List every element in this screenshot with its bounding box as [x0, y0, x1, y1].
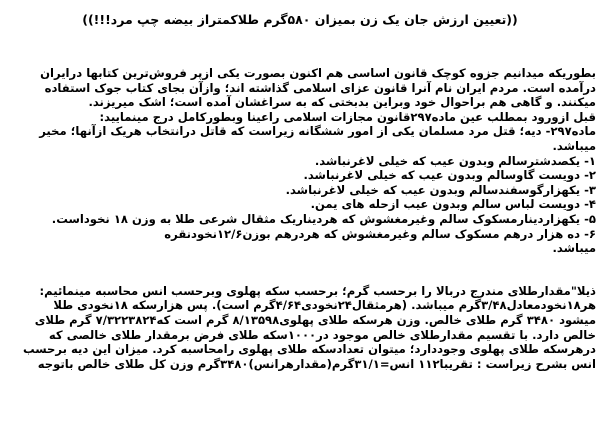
- calculation-paragraph: [4, 284, 596, 372]
- text-line: میکنند. و گاهی هم براحوال خود وبراین بدبختی که به سراغشان آمده است؛ اشک میریزند.: [88, 95, 596, 110]
- list-item: ۳- یکهزارگوسفندسالم وبدون عیب که خیلی لاغرنباشد.: [285, 182, 596, 197]
- text-line: میشود ۳۴۸۰ گرم طلای خالص. وزن هرسکه طلای پهلوی۸/۱۳۵۹۸ گرم است که۷/۳۲۲۳۸۲۴ گرم طلای: [34, 312, 596, 327]
- list-item: میباشد.: [552, 241, 596, 256]
- list-item: ۱- یکصدشترسالم وبدون عیب که خیلی لاغرنباشد.: [314, 153, 596, 168]
- text-line: خالص دارد. با تقسیم مقدارطلای خالص موجود در۱۰۰۰سکه طلای فرض برمقدار طلای خالصی که: [48, 327, 596, 342]
- text-line: درهرسکه طلای پهلوی وجوددارد؛ میتوان تعدادسکه طلای پهلوی رامحاسبه کرد. میزان این دیه برحسب: [22, 342, 596, 357]
- text-line: ماده۲۹۷- دیه؛ قتل مرد مسلمان یکی از امور ششگانه زیراست که قاتل درانتخاب هریک ازآنها؛ مخیر: [39, 124, 596, 139]
- document-body: [4, 66, 596, 371]
- text-line: بطوریکه میدانیم جزوه کوچک قانون اساسی هم اکنون بصورت یکی ازپر فروش‌ترین کتابها درایران: [40, 66, 596, 80]
- document-title: ((تعیین ارزش جان یک زن بمیزان ۵۸۰گرم طلاکمتراز بیضه چپ مرد!!!)): [82, 12, 518, 27]
- intro-paragraph: [4, 66, 596, 154]
- list-item: ۲- دویست گاوسالم وبدون عیب که خیلی لاغرنباشد.: [303, 168, 596, 183]
- list-item: ۴- دویست لباس سالم وبدون عیب ازحله های یمن.: [310, 197, 596, 212]
- text-line: درآمده است. مردم ایران نام آنرا قانون عزای اسلامی گذاشته اند؛ وازآن بجای کتاب جوک استفاده: [44, 80, 596, 95]
- text-line: انس بشرح زیراست : تقریبا۱۱۲ انس=۳۱/۱گرم(مقدارهرانس)۳۴۸۰گرم وزن کل طلای خالص باتوجه: [37, 356, 596, 371]
- list-item: ۵- یکهزاردینارمسکوک سالم وغیرمغشوش که هردیناریک مثقال شرعی طلا به وزن ۱۸ نخوداست.: [51, 211, 596, 226]
- text-line: هر۱۸نخودمعادل۳/۴۸گرم میباشد. (هرمثقال۲۴نخودی۴/۶۴گرم است). پس هزارسکه ۱۸نخودی طلا: [53, 298, 596, 313]
- text-line: میباشد.: [552, 138, 596, 153]
- paragraph-spacer: [4, 256, 596, 284]
- list-item: ۶- ده هزار درهم مسکوک سالم وغیرمغشوش که هردرهم بوزن۱۲/۶نخودنقره: [164, 226, 596, 241]
- text-line: قبل ازورود بمطلب عین ماده۲۹۷قانون مجازات اسلامی راعینا وبطورکامل درج مینمایید:: [99, 109, 596, 124]
- text-line: ذیلا"مقدارطلای مندرج دربالا را برحسب گرم؛ برحسب سکه پهلوی وبرحسب انس محاسبه مینمائیم:: [39, 283, 596, 298]
- blood-money-list: [4, 154, 596, 256]
